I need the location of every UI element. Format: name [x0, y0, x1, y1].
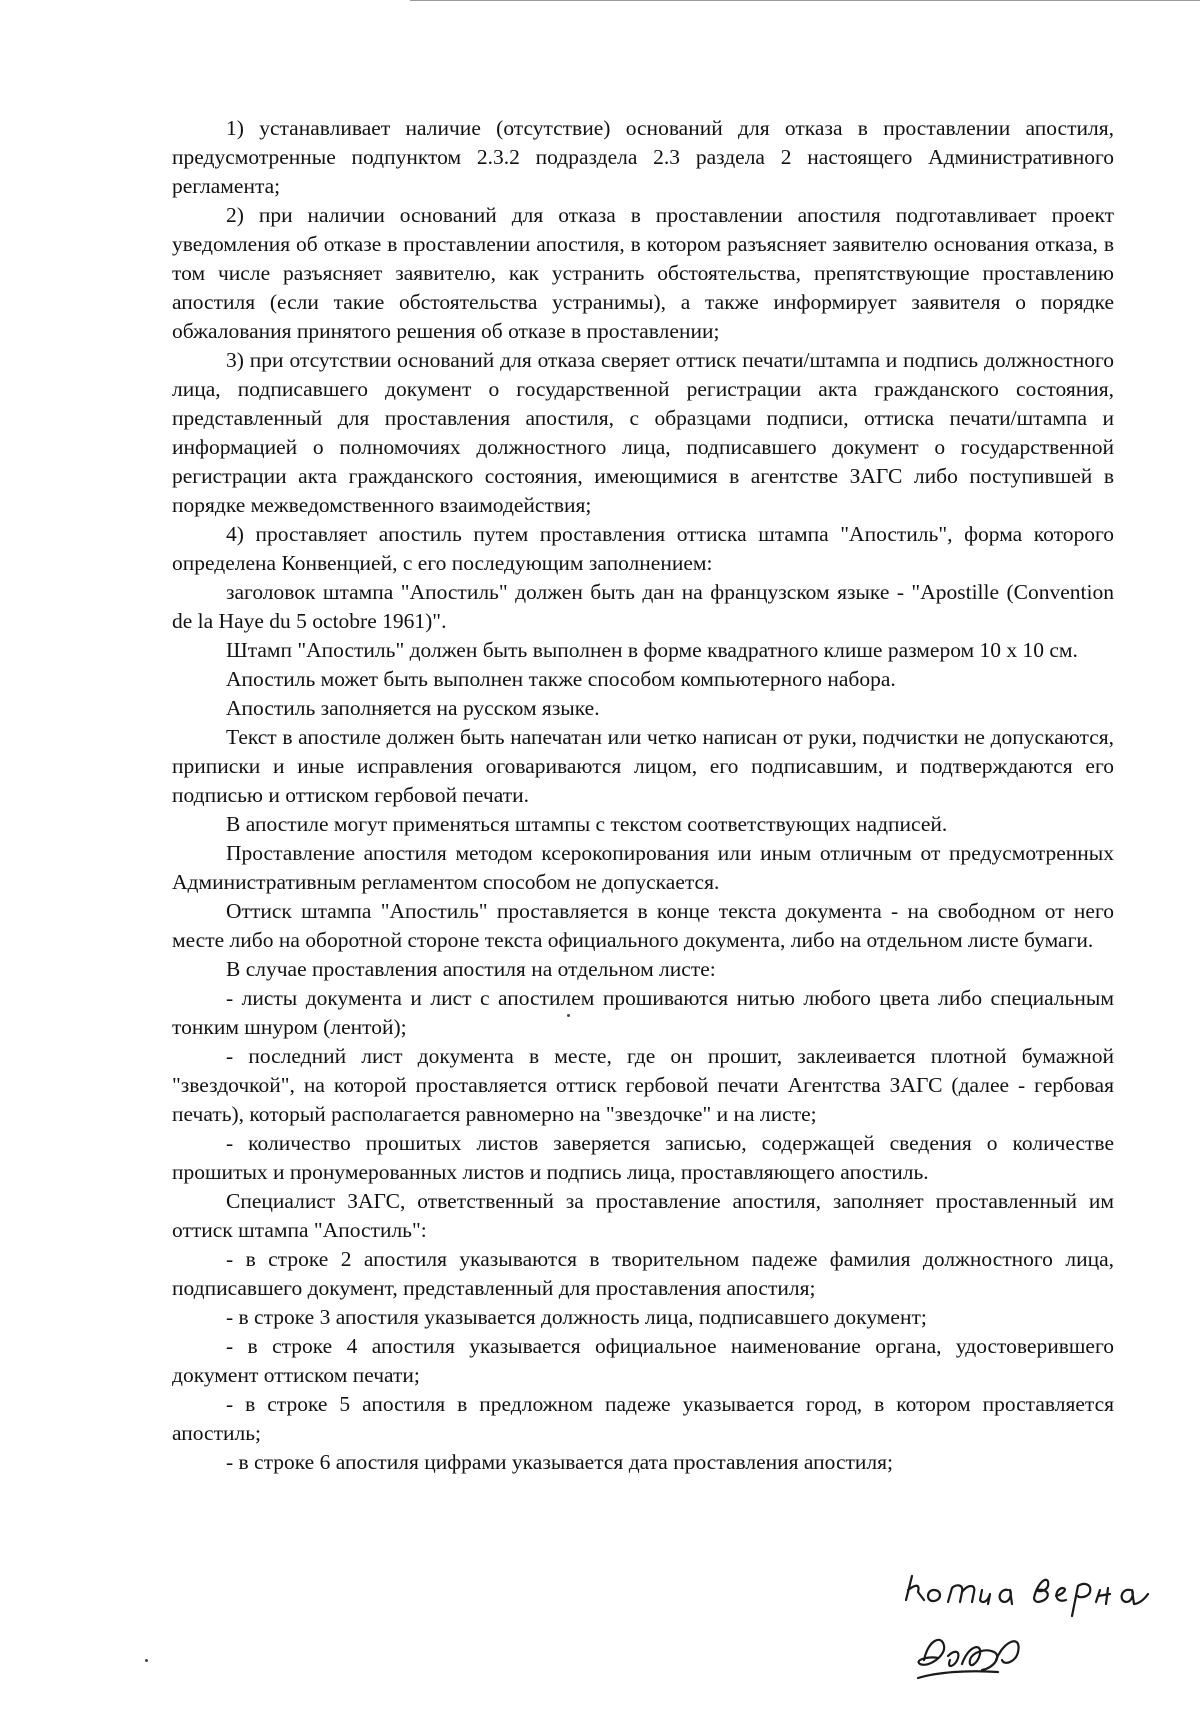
scan-speck — [567, 1014, 570, 1017]
paragraph-5: заголовок штампа "Апостиль" должен быть дан на французском языке - "Apostille (Convention de la Haye du 5 octobre 1961)". — [172, 580, 1114, 633]
handwritten-certification-note — [898, 1560, 1198, 1700]
paragraph-6: Штамп "Апостиль" должен быть выполнен в форме квадратного клише размером 10 x 10 см. — [226, 638, 1078, 662]
paragraph-11: Проставление апостиля методом ксерокопирования или иным отличным от предусмотренных Административным регламентом способом не допускается. — [172, 841, 1114, 894]
paragraph-2: 2) при наличии оснований для отказа в проставлении апостиля подготавливает проект уведомления об отказе в проставлении апостиля, в котором разъясняет заявителю основания отказа, в том числе разъясняет заявителю, как устранить обстоятельства, препятствующие проставлению апостиля (если такие обстоятельства устранимы), а также информирует заявителя о порядке обжалования принятого решения об отказе в проставлении; — [172, 203, 1114, 343]
paragraph-17: Специалист ЗАГС, ответственный за проставление апостиля, заполняет проставленный им оттиск штампа "Апостиль": — [172, 1189, 1114, 1242]
paragraph-21: - в строке 5 апостиля в предложном падеже указывается город, в котором проставляется апостиль; — [172, 1392, 1114, 1445]
paragraph-18: - в строке 2 апостиля указываются в творительном падеже фамилия должностного лица, подписавшего документ, представленный для проставления апостиля; — [172, 1247, 1114, 1300]
paragraph-1: 1) устанавливает наличие (отсутствие) оснований для отказа в проставлении апостиля, предусмотренные подпунктом 2.3.2 подраздела 2.3 раздела 2 настоящего Административного регламента; — [172, 116, 1114, 198]
paragraph-3: 3) при отсутствии оснований для отказа сверяет оттиск печати/штампа и подпись должностного лица, подписавшего документ о государственной регистрации акта гражданского состояния, представленный для проставления апостиля, с образцами подписи, оттиска печати/штампа и информацией о полномочиях должностного лица, подписавшего документ о государственной регистрации акта гражданского состояния, имеющимися в агентстве ЗАГС либо поступившей в порядке межведомственного взаимодействия; — [172, 348, 1114, 517]
paragraph-14: - листы документа и лист с апостилем прошиваются нитью любого цвета либо специальным тонким шнуром (лентой); — [172, 986, 1114, 1039]
paragraph-4: 4) проставляет апостиль путем проставления оттиска штампа "Апостиль", форма которого определена Конвенцией, с его последующим заполнением: — [172, 522, 1114, 575]
paragraph-9: Текст в апостиле должен быть напечатан или четко написан от руки, подчистки не допускаются, приписки и иные исправления оговариваются лицом, его подписавшим, и подтверждаются его подписью и оттиском гербовой печати. — [172, 725, 1114, 807]
paragraph-15: - последний лист документа в месте, где он прошит, заклеивается плотной бумажной "звездочкой", на которой проставляется оттиск гербовой печати Агентства ЗАГС (далее - гербовая печать), который располагается равномерно на "звездочке" и на листе; — [172, 1044, 1114, 1126]
top-border-line — [410, 0, 1200, 1]
paragraph-10: В апостиле могут применяться штампы с текстом соответствующих надписей. — [226, 812, 948, 836]
paragraph-20: - в строке 4 апостиля указывается официальное наименование органа, удостоверившего документ оттиском печати; — [172, 1334, 1114, 1387]
paragraph-12: Оттиск штампа "Апостиль" проставляется в конце текста документа - на свободном от него месте либо на оборотной стороне текста официального документа, либо на отдельном листе бумаги. — [172, 899, 1114, 952]
document-body — [172, 114, 1114, 1477]
handwriting-signature-icon — [898, 1560, 1198, 1700]
paragraph-19: - в строке 3 апостиля указывается должность лица, подписавшего документ; — [226, 1305, 927, 1329]
scan-speck — [145, 1659, 148, 1662]
paragraph-22: - в строке 6 апостиля цифрами указывается дата проставления апостиля; — [226, 1450, 893, 1474]
paragraph-16: - количество прошитых листов заверяется записью, содержащей сведения о количестве прошитых и пронумерованных листов и подпись лица, проставляющего апостиль. — [172, 1131, 1114, 1184]
paragraph-13: В случае проставления апостиля на отдельном листе: — [226, 957, 716, 981]
paragraph-8: Апостиль заполняется на русском языке. — [226, 696, 600, 720]
paragraph-7: Апостиль может быть выполнен также способом компьютерного набора. — [226, 667, 896, 691]
